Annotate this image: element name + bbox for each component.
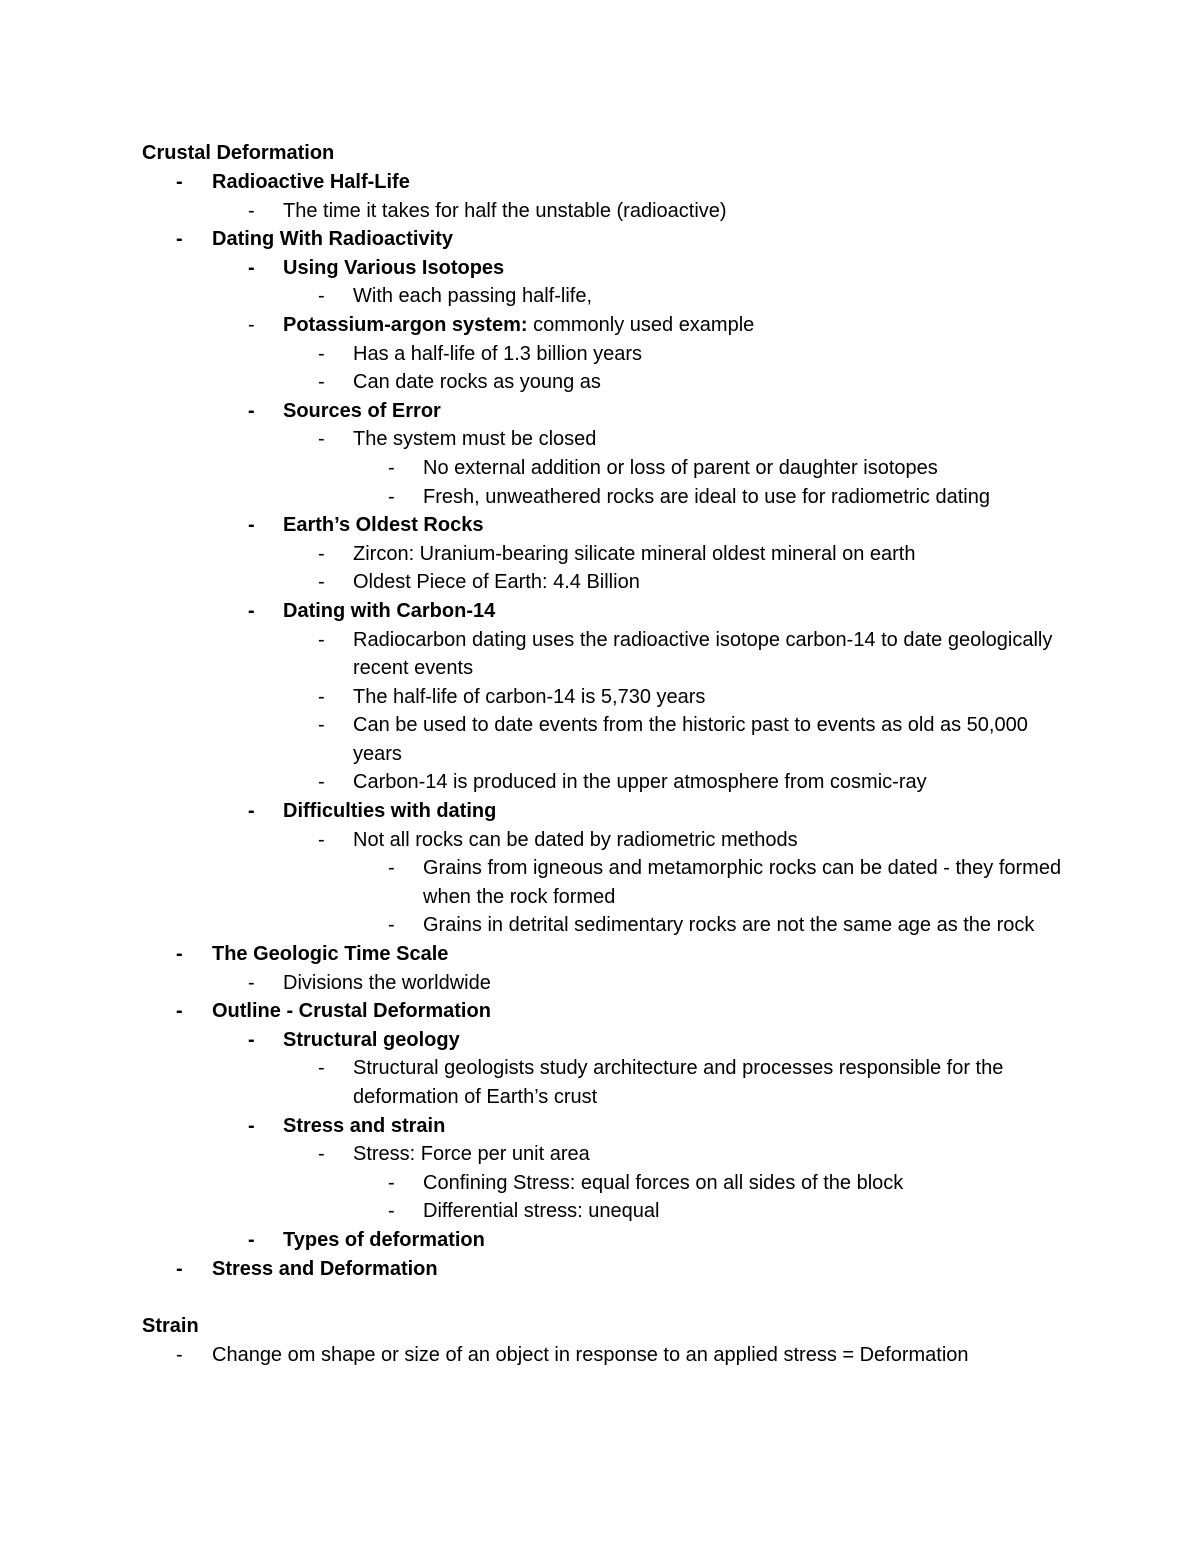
section-heading: Crustal Deformation bbox=[142, 142, 335, 164]
list-item-text: Radioactive Half-Life bbox=[212, 171, 410, 193]
bullet-dash-icon: - bbox=[318, 371, 325, 394]
list-item-text: Structural geology bbox=[283, 1028, 460, 1051]
bullet-dash-icon: - bbox=[388, 485, 395, 508]
bullet-dash-icon: - bbox=[248, 256, 255, 279]
list-item-text: Grains in detrital sedimentary rocks are not the same age as the rock bbox=[423, 914, 1035, 937]
bullet-dash-icon: - bbox=[318, 1057, 325, 1080]
list-item bbox=[142, 1197, 1072, 1226]
bullet-dash-icon: - bbox=[248, 1028, 255, 1051]
list-item-definition: commonly used example bbox=[527, 313, 755, 336]
list-item bbox=[142, 568, 1072, 597]
list-item-text: Confining Stress: equal forces on all sides of the block bbox=[423, 1171, 904, 1194]
list-item-text bbox=[283, 311, 1072, 340]
list-item-text: Radiocarbon dating uses the radioactive isotope carbon-14 to date geologically recent events bbox=[353, 628, 1053, 680]
list-item bbox=[142, 854, 1072, 911]
bullet-dash-icon: - bbox=[318, 542, 325, 565]
list-item bbox=[142, 225, 1072, 254]
list-item-text: Earth’s Oldest Rocks bbox=[283, 514, 484, 537]
list-item bbox=[142, 1112, 1072, 1141]
bullet-dash-icon: - bbox=[318, 571, 325, 594]
list-item-text: Carbon-14 is produced in the upper atmosphere from cosmic-ray bbox=[353, 771, 927, 794]
list-item bbox=[142, 511, 1072, 540]
list-item bbox=[142, 1341, 1072, 1370]
list-item bbox=[142, 683, 1072, 712]
bullet-dash-icon: - bbox=[248, 1228, 255, 1251]
list-item-term: Potassium-argon system: bbox=[283, 313, 528, 336]
bullet-dash-icon: - bbox=[388, 1200, 395, 1223]
bullet-dash-icon: - bbox=[248, 313, 255, 336]
list-item bbox=[142, 969, 1072, 998]
list-item-text: Dating with Carbon-14 bbox=[283, 599, 496, 622]
list-item-text: With each passing half-life, bbox=[353, 285, 593, 308]
list-item bbox=[142, 311, 1072, 340]
bullet-dash-icon: - bbox=[318, 685, 325, 708]
bullet-dash-icon: - bbox=[248, 599, 255, 622]
bullet-dash-icon: - bbox=[318, 714, 325, 737]
list-item bbox=[142, 340, 1072, 369]
bullet-dash-icon: - bbox=[388, 914, 395, 937]
list-item-text: No external addition or loss of parent or daughter isotopes bbox=[423, 456, 938, 479]
list-item-text: Grains from igneous and metamorphic rocks can be dated - they formed when the rock formed bbox=[423, 857, 1062, 908]
bullet-dash-icon: - bbox=[318, 828, 325, 851]
list-item bbox=[142, 1255, 1072, 1284]
list-item-text: Structural geologists study architecture and processes responsible for the deformation of Earth’s crust bbox=[353, 1057, 1004, 1108]
bullet-dash-icon: - bbox=[248, 1114, 255, 1137]
list-item bbox=[142, 711, 1072, 768]
list-item-text: Dating With Radioactivity bbox=[212, 228, 453, 251]
list-item-text: Stress and strain bbox=[283, 1114, 446, 1137]
list-item bbox=[142, 483, 1072, 512]
list-item bbox=[142, 540, 1072, 569]
bullet-dash-icon: - bbox=[318, 285, 325, 308]
list-item bbox=[142, 940, 1072, 969]
list-item bbox=[142, 1026, 1072, 1055]
bullet-dash-icon: - bbox=[388, 857, 395, 880]
list-item-text: Not all rocks can be dated by radiometric methods bbox=[353, 828, 798, 851]
list-item bbox=[142, 768, 1072, 797]
list-item-text: The system must be closed bbox=[353, 428, 597, 451]
list-item bbox=[142, 425, 1072, 454]
list-item bbox=[142, 454, 1072, 483]
list-item-text: Has a half-life of 1.3 billion years bbox=[353, 342, 643, 365]
list-item-text: The half-life of carbon-14 is 5,730 years bbox=[353, 685, 706, 708]
bullet-dash-icon: - bbox=[176, 1000, 183, 1023]
bullet-dash-icon: - bbox=[318, 771, 325, 794]
list-item-text: Change om shape or size of an object in response to an applied stress = Deformation bbox=[212, 1344, 969, 1367]
list-item bbox=[142, 197, 1072, 226]
bullet-dash-icon: - bbox=[248, 800, 255, 823]
list-item bbox=[142, 254, 1072, 283]
bullet-dash-icon: - bbox=[248, 199, 255, 222]
list-item-text: Can date rocks as young as bbox=[353, 371, 601, 394]
list-item bbox=[142, 282, 1072, 311]
list-item-text: Stress: Force per unit area bbox=[353, 1143, 590, 1166]
list-item-text: Fresh, unweathered rocks are ideal to use for radiometric dating bbox=[423, 485, 990, 508]
list-item-text: Stress and Deformation bbox=[212, 1257, 438, 1280]
list-item bbox=[142, 168, 1072, 197]
bullet-dash-icon: - bbox=[248, 514, 255, 537]
list-item bbox=[142, 997, 1072, 1026]
list-item-text: Divisions the worldwide bbox=[283, 971, 491, 994]
notes-body bbox=[142, 138, 1072, 1370]
list-item-text: Using Various Isotopes bbox=[283, 256, 505, 279]
bullet-dash-icon: - bbox=[318, 1143, 325, 1166]
list-item bbox=[142, 1226, 1072, 1255]
bullet-dash-icon: - bbox=[176, 228, 183, 251]
list-item-text: Outline - Crustal Deformation bbox=[212, 1000, 491, 1023]
list-item-text: Zircon: Uranium-bearing silicate mineral oldest mineral on earth bbox=[353, 542, 916, 565]
list-item bbox=[142, 826, 1072, 855]
list-item-text: Oldest Piece of Earth: 4.4 Billion bbox=[353, 571, 640, 594]
bullet-dash-icon: - bbox=[248, 399, 255, 422]
list-item bbox=[142, 368, 1072, 397]
bullet-dash-icon: - bbox=[176, 1257, 183, 1280]
list-item bbox=[142, 597, 1072, 626]
list-item bbox=[142, 911, 1072, 940]
section-heading: Strain bbox=[142, 1315, 199, 1338]
list-item-text: The time it takes for half the unstable (radioactive) bbox=[283, 199, 727, 222]
list-item bbox=[142, 1169, 1072, 1198]
list-item-text: Types of deformation bbox=[283, 1228, 485, 1251]
bullet-dash-icon: - bbox=[176, 943, 183, 966]
bullet-dash-icon: - bbox=[248, 971, 255, 994]
list-item-text: Sources of Error bbox=[283, 399, 441, 422]
list-item-text: Difficulties with dating bbox=[283, 800, 497, 823]
list-item-text: The Geologic Time Scale bbox=[212, 943, 449, 966]
bullet-dash-icon: - bbox=[388, 1171, 395, 1194]
list-item bbox=[142, 626, 1072, 683]
bullet-dash-icon: - bbox=[318, 428, 325, 451]
list-item bbox=[142, 397, 1072, 426]
list-item bbox=[142, 1054, 1072, 1111]
list-item-text: Can be used to date events from the historic past to events as old as 50,000 years bbox=[353, 714, 1028, 765]
list-item-text: Differential stress: unequal bbox=[423, 1200, 660, 1223]
list-item bbox=[142, 1140, 1072, 1169]
section-spacer bbox=[142, 1283, 1072, 1311]
bullet-dash-icon: - bbox=[318, 628, 325, 651]
bullet-dash-icon: - bbox=[176, 1344, 183, 1367]
bullet-dash-icon: - bbox=[318, 342, 325, 365]
bullet-dash-icon: - bbox=[388, 456, 395, 479]
list-item bbox=[142, 797, 1072, 826]
bullet-dash-icon: - bbox=[176, 171, 183, 193]
